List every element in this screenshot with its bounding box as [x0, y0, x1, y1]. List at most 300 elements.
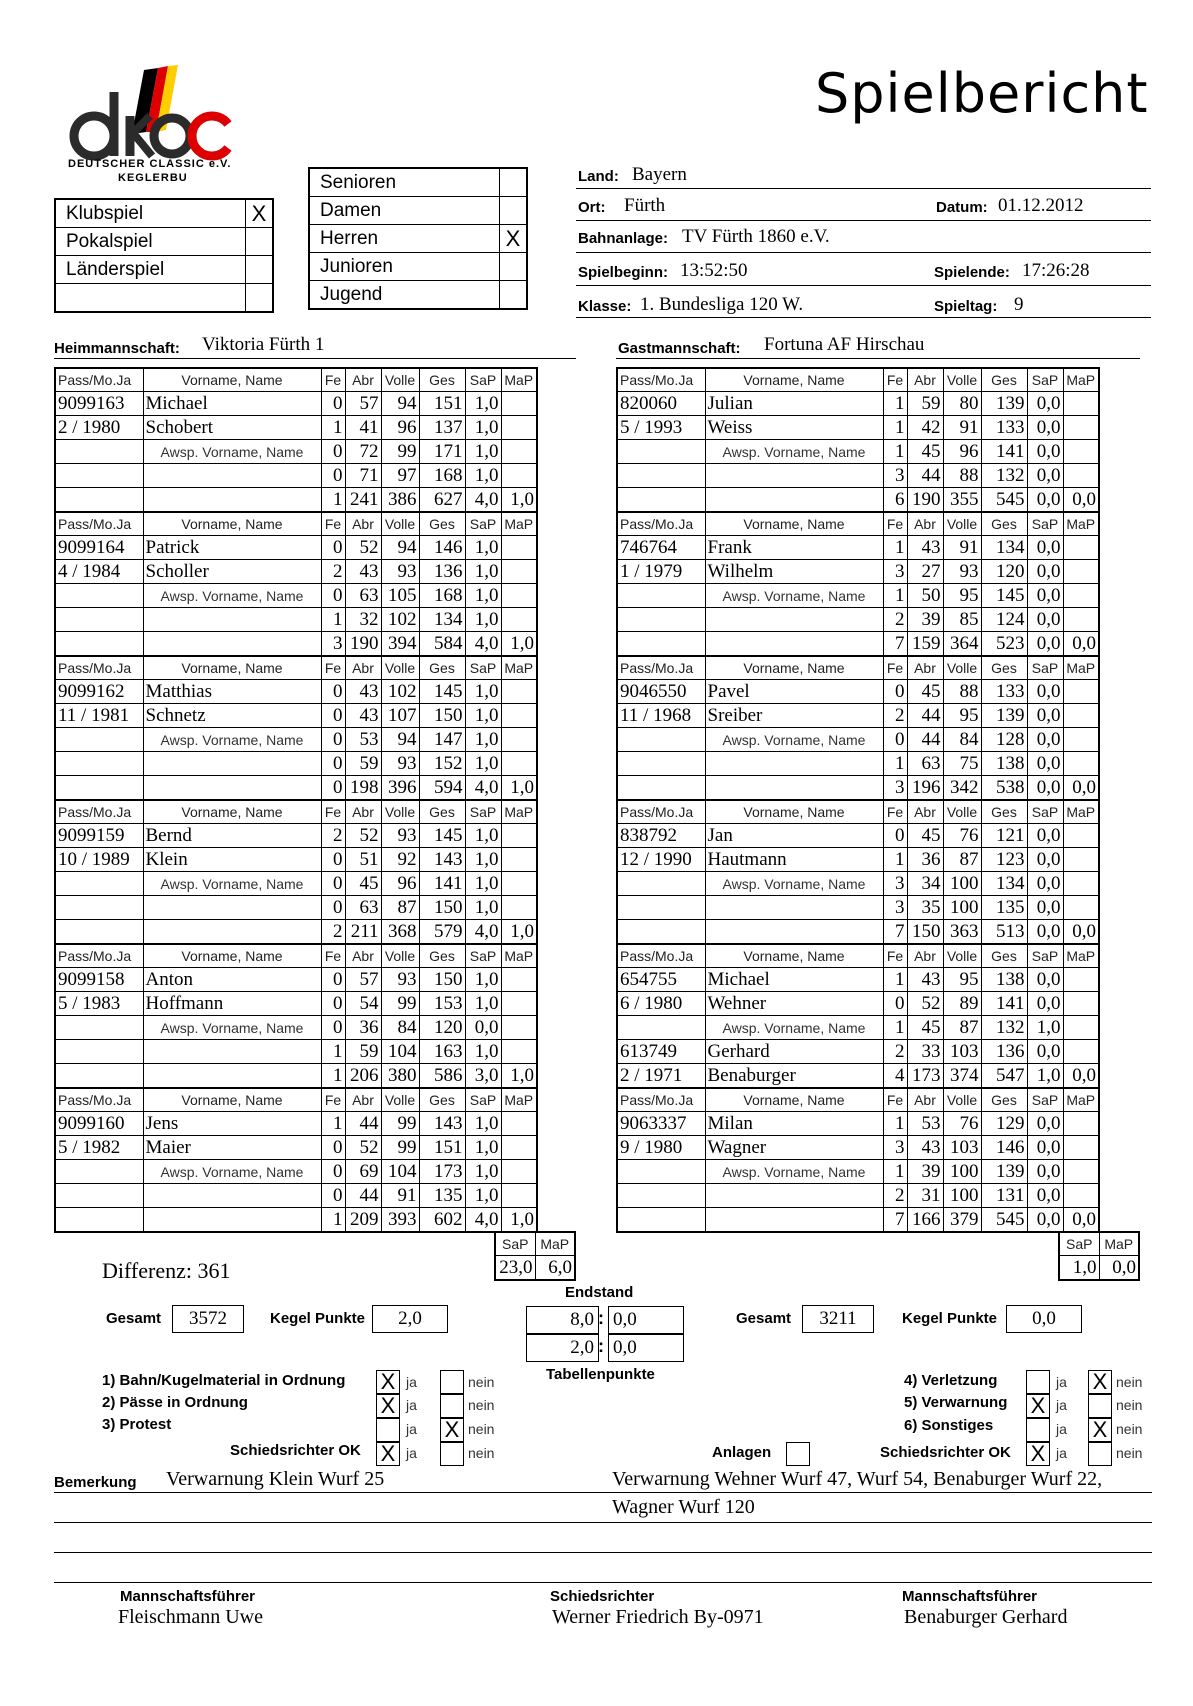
sub-born: 2 / 1971: [617, 1064, 705, 1089]
sap-cell: 0,0: [1027, 680, 1063, 704]
volle-header: Volle: [943, 512, 981, 536]
player-header-row: [617, 800, 1099, 824]
table-row: [617, 1136, 1099, 1160]
sub-first-name: [705, 752, 883, 776]
sap-total: 0,0: [1027, 920, 1063, 945]
abr-cell: 69: [345, 1160, 381, 1184]
guest-gesamt-label: Gesamt: [736, 1310, 792, 1327]
volle-cell: 104: [381, 1160, 419, 1184]
ges-header: Ges: [419, 1088, 465, 1112]
map-empty: [501, 416, 537, 440]
fe-total: 2: [321, 920, 345, 945]
pass-header: Pass/Mo.Ja: [55, 1088, 143, 1112]
ges-total: 513: [981, 920, 1027, 945]
map-empty: [501, 1160, 537, 1184]
sap-cell: 1,0: [465, 392, 501, 416]
pass-header: Pass/Mo.Ja: [617, 656, 705, 680]
sub-last-name: [705, 776, 883, 801]
ges-total: 538: [981, 776, 1027, 801]
player-born: 2 / 1980: [55, 416, 143, 440]
awsp-label: Awsp. Vorname, Name: [143, 1160, 321, 1184]
land-label: Land:: [578, 168, 619, 185]
player-last-name: Hoffmann: [143, 992, 321, 1016]
volle-header: Volle: [381, 656, 419, 680]
player-first-name: Michael: [705, 968, 883, 992]
player-first-name: Jens: [143, 1112, 321, 1136]
sap-cell: 1,0: [465, 680, 501, 704]
abr-header: Abr: [345, 368, 381, 392]
game-type-mark[interactable]: X: [246, 199, 274, 228]
abr-header: Abr: [345, 512, 381, 536]
map-empty: [1063, 416, 1099, 440]
abr-cell: 42: [907, 416, 943, 440]
ges-header: Ges: [419, 512, 465, 536]
fe-cell: 1: [883, 416, 907, 440]
volle-cell: 93: [381, 752, 419, 776]
volle-cell: 95: [943, 704, 981, 728]
abr-cell: 51: [345, 848, 381, 872]
fe-cell: 2: [883, 1184, 907, 1208]
sub-last-name: [705, 920, 883, 945]
sub-first-name: [143, 896, 321, 920]
player-last-name: Schobert: [143, 416, 321, 440]
q3-label: 3) Protest: [102, 1416, 172, 1433]
table-row: [55, 632, 537, 657]
table-row: [617, 848, 1099, 872]
sap-cell: 0,0: [1027, 896, 1063, 920]
map-total: 0,0: [1063, 1208, 1099, 1233]
ges-cell: 133: [981, 680, 1027, 704]
map-empty: [1063, 608, 1099, 632]
abr-cell: 52: [345, 536, 381, 560]
category-mark[interactable]: [500, 197, 528, 225]
ges-cell: 123: [981, 848, 1027, 872]
nein-label: nein: [1116, 1445, 1143, 1461]
fe-cell: 0: [321, 1016, 345, 1040]
sap-cell: 1,0: [465, 584, 501, 608]
awsp-label: Awsp. Vorname, Name: [143, 1016, 321, 1040]
map-header: MaP: [501, 800, 537, 824]
volle-cell: 105: [381, 584, 419, 608]
fe-cell: 2: [883, 1040, 907, 1064]
sub-pass-empty: [55, 1160, 143, 1184]
q4-nein-checkbox[interactable]: X: [1088, 1370, 1112, 1394]
ges-cell: 146: [419, 536, 465, 560]
abr-cell: 31: [907, 1184, 943, 1208]
schiri-ok-right-nein-checkbox[interactable]: [1088, 1442, 1112, 1466]
fe-header: Fe: [883, 944, 907, 968]
abr-cell: 34: [907, 872, 943, 896]
sub-first-name: [143, 464, 321, 488]
sap-cell: 1,0: [465, 464, 501, 488]
map-empty: [1063, 1112, 1099, 1136]
ges-cell: 134: [981, 872, 1027, 896]
abr-cell: 44: [345, 1112, 381, 1136]
table-row: [617, 560, 1099, 584]
volle-cell: 94: [381, 392, 419, 416]
schiri-ok-left-nein-checkbox[interactable]: [440, 1442, 464, 1466]
ges-total: 586: [419, 1064, 465, 1089]
map-empty: [1063, 824, 1099, 848]
q5-ja-checkbox[interactable]: X: [1026, 1394, 1050, 1418]
sum-sap-header: SaP: [495, 1232, 535, 1256]
home-captain-label: Mannschaftsführer: [120, 1588, 256, 1605]
abr-cell: 32: [345, 608, 381, 632]
category-mark[interactable]: [500, 253, 528, 281]
sap-header: SaP: [465, 1088, 501, 1112]
volle-total: 396: [381, 776, 419, 801]
table-row: [55, 1112, 537, 1136]
ges-cell: 150: [419, 896, 465, 920]
abr-cell: 41: [345, 416, 381, 440]
abr-total: 196: [907, 776, 943, 801]
abr-cell: 27: [907, 560, 943, 584]
volle-cell: 93: [943, 560, 981, 584]
player-pass: 9099164: [55, 536, 143, 560]
sub-pass-empty: [55, 872, 143, 896]
player-header-row: [617, 944, 1099, 968]
table-row: [617, 824, 1099, 848]
ges-header: Ges: [419, 368, 465, 392]
map-header: MaP: [1063, 800, 1099, 824]
map-empty: [1063, 392, 1099, 416]
map-empty: [1063, 1184, 1099, 1208]
name-header: Vorname, Name: [705, 512, 883, 536]
map-empty: [501, 1136, 537, 1160]
fe-total: 4: [883, 1064, 907, 1089]
volle-header: Volle: [943, 1088, 981, 1112]
sub-pass: [617, 752, 705, 776]
ja-label: ja: [1056, 1421, 1067, 1437]
sap-header: SaP: [1027, 656, 1063, 680]
volle-cell: 103: [943, 1136, 981, 1160]
player-pass: 820060: [617, 392, 705, 416]
volle-cell: 89: [943, 992, 981, 1016]
sap-cell: 0,0: [1027, 728, 1063, 752]
fe-total: 7: [883, 920, 907, 945]
sap-cell: 1,0: [465, 608, 501, 632]
guest-team-name: Fortuna AF Hirschau: [764, 334, 925, 355]
volle-cell: 100: [943, 872, 981, 896]
fe-cell: 1: [883, 848, 907, 872]
q1-nein-checkbox[interactable]: [440, 1370, 464, 1394]
sap-total: 0,0: [1027, 488, 1063, 513]
abr-total: 173: [907, 1064, 943, 1089]
abr-cell: 59: [907, 392, 943, 416]
player-first-name: Frank: [705, 536, 883, 560]
volle-total: 386: [381, 488, 419, 513]
ges-cell: 150: [419, 704, 465, 728]
ges-cell: 139: [981, 704, 1027, 728]
sub-pass-empty: [617, 1016, 705, 1040]
q5-label: 5) Verwarnung: [904, 1394, 1008, 1411]
abr-cell: 72: [345, 440, 381, 464]
table-row: [55, 1064, 537, 1089]
game-type-mark[interactable]: [246, 228, 274, 256]
abr-cell: 39: [907, 608, 943, 632]
fe-cell: 0: [321, 1136, 345, 1160]
pass-header: Pass/Mo.Ja: [617, 800, 705, 824]
sub-last-name: [705, 1208, 883, 1233]
map-empty: [501, 728, 537, 752]
ges-cell: 137: [419, 416, 465, 440]
volle-cell: 100: [943, 1160, 981, 1184]
sub-first-name: [143, 1184, 321, 1208]
player-pass: 9099162: [55, 680, 143, 704]
sub-born: [617, 1208, 705, 1233]
abr-cell: 52: [345, 1136, 381, 1160]
volle-total: 380: [381, 1064, 419, 1089]
map-empty: [1063, 1016, 1099, 1040]
ges-cell: 121: [981, 824, 1027, 848]
player-header-row: [617, 512, 1099, 536]
abr-cell: 43: [907, 536, 943, 560]
ges-cell: 152: [419, 752, 465, 776]
sap-header: SaP: [1027, 800, 1063, 824]
fe-cell: 0: [321, 1184, 345, 1208]
abr-cell: 63: [907, 752, 943, 776]
divider: [576, 188, 1151, 189]
home-kegel-value: 2,0: [372, 1305, 448, 1333]
map-empty: [1063, 1136, 1099, 1160]
guest-kegel-value: 0,0: [1006, 1305, 1082, 1333]
abr-cell: 43: [345, 680, 381, 704]
player-header-row: [55, 944, 537, 968]
sub-born: [55, 488, 143, 513]
sap-cell: 0,0: [1027, 872, 1063, 896]
q5-nein-checkbox[interactable]: [1088, 1394, 1112, 1418]
abr-header: Abr: [907, 944, 943, 968]
anlagen-checkbox[interactable]: [786, 1442, 810, 1466]
fe-cell: 3: [883, 1136, 907, 1160]
sub-born: [617, 632, 705, 657]
player-born: 5 / 1982: [55, 1136, 143, 1160]
ges-cell: 132: [981, 1016, 1027, 1040]
volle-total: 355: [943, 488, 981, 513]
map-header: MaP: [501, 1088, 537, 1112]
schiri-ok-label: Schiedsrichter OK: [230, 1442, 361, 1459]
ges-cell: 136: [981, 1040, 1027, 1064]
table-row: [55, 896, 537, 920]
table-row: [617, 632, 1099, 657]
fe-header: Fe: [321, 944, 345, 968]
nein-label: nein: [468, 1397, 495, 1413]
fe-cell: 1: [883, 392, 907, 416]
ges-cell: 168: [419, 584, 465, 608]
ges-cell: 133: [981, 416, 1027, 440]
ges-cell: 131: [981, 1184, 1027, 1208]
map-empty: [1063, 680, 1099, 704]
pass-header: Pass/Mo.Ja: [617, 368, 705, 392]
abr-cell: 33: [907, 1040, 943, 1064]
awsp-label: Awsp. Vorname, Name: [143, 440, 321, 464]
sap-total: 4,0: [465, 1208, 501, 1233]
map-empty: [1063, 896, 1099, 920]
abr-cell: 52: [907, 992, 943, 1016]
abr-total: 206: [345, 1064, 381, 1089]
ges-cell: 143: [419, 848, 465, 872]
volle-cell: 87: [943, 1016, 981, 1040]
name-header: Vorname, Name: [143, 656, 321, 680]
pass-header: Pass/Mo.Ja: [55, 656, 143, 680]
awsp-label: Awsp. Vorname, Name: [705, 1160, 883, 1184]
fe-cell: 0: [883, 728, 907, 752]
name-header: Vorname, Name: [705, 1088, 883, 1112]
ges-cell: 120: [981, 560, 1027, 584]
divider: [54, 1492, 1152, 1493]
fe-cell: 2: [883, 608, 907, 632]
player-last-name: Wehner: [705, 992, 883, 1016]
awsp-label: Awsp. Vorname, Name: [705, 1016, 883, 1040]
sap-cell: 1,0: [465, 1040, 501, 1064]
q3-ja-checkbox[interactable]: [376, 1418, 400, 1442]
sub-first-name: Gerhard: [705, 1040, 883, 1064]
divider: [54, 1582, 1152, 1583]
player-born: 4 / 1984: [55, 560, 143, 584]
map-total: 0,0: [1063, 488, 1099, 513]
fe-cell: 1: [321, 1040, 345, 1064]
table-row: [617, 608, 1099, 632]
table-row: [617, 1184, 1099, 1208]
q2-nein-checkbox[interactable]: [440, 1394, 464, 1418]
abr-header: Abr: [907, 800, 943, 824]
q6-nein-checkbox[interactable]: X: [1088, 1418, 1112, 1442]
q2-ja-checkbox[interactable]: X: [376, 1394, 400, 1418]
ges-total: 545: [981, 488, 1027, 513]
sap-cell: 1,0: [1027, 1016, 1063, 1040]
sap-cell: 0,0: [1027, 536, 1063, 560]
player-header-row: [55, 656, 537, 680]
sap-cell: 1,0: [465, 1184, 501, 1208]
table-row: [55, 992, 537, 1016]
divider: [576, 220, 1151, 221]
page-title: Spielbericht: [815, 62, 1149, 125]
table-row: [617, 1112, 1099, 1136]
fe-cell: 0: [321, 680, 345, 704]
sap-cell: 1,0: [465, 440, 501, 464]
ende-value: 17:26:28: [1022, 260, 1090, 281]
q4-label: 4) Verletzung: [904, 1372, 998, 1389]
fe-cell: 0: [321, 896, 345, 920]
player-pass: 9046550: [617, 680, 705, 704]
land-value: Bayern: [632, 164, 687, 185]
ja-label: ja: [406, 1374, 417, 1390]
map-header: MaP: [1063, 656, 1099, 680]
abr-cell: 57: [345, 968, 381, 992]
fe-cell: 0: [883, 992, 907, 1016]
category-label: Damen: [309, 197, 500, 225]
ges-cell: 141: [419, 872, 465, 896]
map-empty: [501, 680, 537, 704]
table-row: [617, 488, 1099, 513]
guest-sum-map: 0,0: [1099, 1256, 1139, 1281]
q6-ja-checkbox[interactable]: [1026, 1418, 1050, 1442]
game-type-mark[interactable]: [246, 284, 274, 313]
fe-cell: 0: [883, 824, 907, 848]
sap-header: SaP: [465, 944, 501, 968]
volle-cell: 88: [943, 464, 981, 488]
volle-total: 393: [381, 1208, 419, 1233]
sap-cell: 0,0: [1027, 848, 1063, 872]
q4-ja-checkbox[interactable]: [1026, 1370, 1050, 1394]
sap-cell: 1,0: [465, 536, 501, 560]
category-box: [308, 167, 528, 310]
player-pass: 9099163: [55, 392, 143, 416]
spieltag-label: Spieltag:: [934, 298, 998, 315]
player-pass: 9099159: [55, 824, 143, 848]
pass-header: Pass/Mo.Ja: [617, 944, 705, 968]
map-empty: [501, 992, 537, 1016]
table-row: [617, 464, 1099, 488]
fe-header: Fe: [883, 368, 907, 392]
table-row: [55, 824, 537, 848]
fe-cell: 2: [321, 560, 345, 584]
player-first-name: Patrick: [143, 536, 321, 560]
player-last-name: Sreiber: [705, 704, 883, 728]
schiri-ok-left-ja-checkbox[interactable]: X: [376, 1442, 400, 1466]
abr-cell: 53: [907, 1112, 943, 1136]
sap-header: SaP: [1027, 368, 1063, 392]
name-header: Vorname, Name: [705, 368, 883, 392]
abr-cell: 44: [345, 1184, 381, 1208]
player-header-row: [55, 368, 537, 392]
pass-header: Pass/Mo.Ja: [55, 512, 143, 536]
logo-text-line2: KEGLERBU: [118, 172, 188, 184]
category-mark[interactable]: X: [500, 225, 528, 253]
abr-cell: 59: [345, 752, 381, 776]
ges-header: Ges: [981, 1088, 1027, 1112]
table-row: [55, 1208, 537, 1233]
q1-ja-checkbox[interactable]: X: [376, 1370, 400, 1394]
table-row: [55, 488, 537, 513]
table-row: [55, 1184, 537, 1208]
player-header-row: [617, 368, 1099, 392]
game-type-mark[interactable]: [246, 256, 274, 284]
fe-cell: 0: [321, 392, 345, 416]
map-empty: [501, 536, 537, 560]
volle-cell: 102: [381, 680, 419, 704]
player-first-name: Bernd: [143, 824, 321, 848]
volle-total: 394: [381, 632, 419, 657]
fe-cell: 1: [321, 1112, 345, 1136]
ges-total: 547: [981, 1064, 1027, 1089]
category-label: Junioren: [309, 253, 500, 281]
fe-cell: 0: [321, 440, 345, 464]
fe-total: 3: [883, 776, 907, 801]
schiri-ok-right-ja-checkbox[interactable]: X: [1026, 1442, 1050, 1466]
ges-cell: 151: [419, 392, 465, 416]
fe-cell: 1: [883, 1016, 907, 1040]
map-total: 1,0: [501, 632, 537, 657]
abr-cell: 43: [907, 968, 943, 992]
sap-total: 0,0: [1027, 776, 1063, 801]
map-empty: [1063, 728, 1099, 752]
map-empty: [1063, 464, 1099, 488]
category-mark[interactable]: [500, 281, 528, 310]
category-mark[interactable]: [500, 168, 528, 197]
fe-cell: 0: [321, 728, 345, 752]
tabellen-home: 2,0: [526, 1334, 599, 1362]
fe-cell: 1: [883, 536, 907, 560]
table-row: [617, 1208, 1099, 1233]
sap-total: 3,0: [465, 1064, 501, 1089]
table-row: [55, 584, 537, 608]
fe-total: 1: [321, 488, 345, 513]
nein-label: nein: [468, 1445, 495, 1461]
sub-born: [617, 776, 705, 801]
nein-label: nein: [1116, 1421, 1143, 1437]
q3-nein-checkbox[interactable]: X: [440, 1418, 464, 1442]
